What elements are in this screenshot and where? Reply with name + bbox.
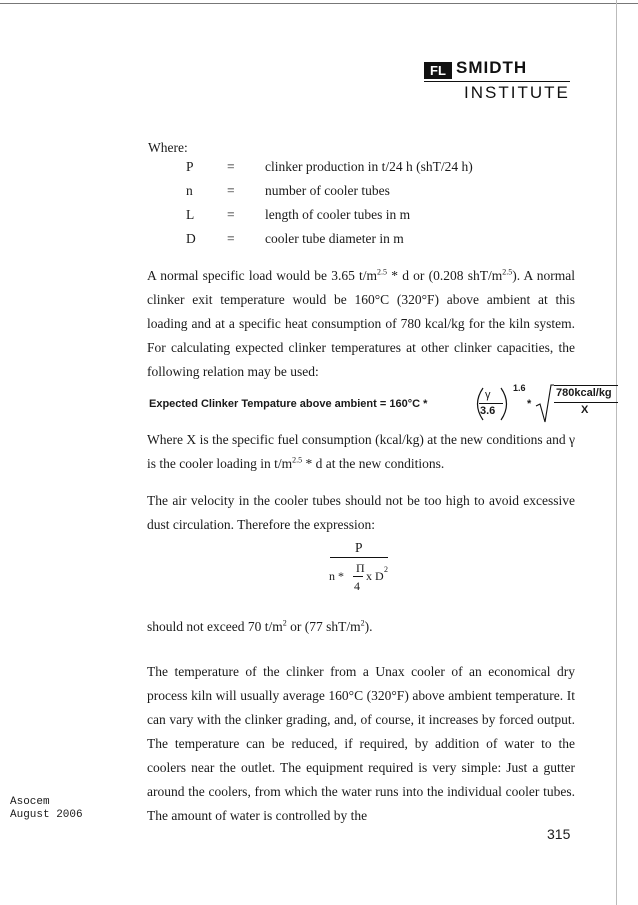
formula-denominator: X [581, 404, 589, 416]
top-border-line [0, 3, 638, 4]
formula-n: n * [329, 569, 344, 583]
formula-numerator: 780kcal/kg [556, 387, 612, 399]
footer-date: August 2006 [10, 809, 83, 821]
definition-symbol: P [186, 159, 194, 174]
paragraph-unax-cooler: The temperature of the clinker from a Unax cooler of an economical dry process kiln will usually average 160°C (320°F) above ambient temperature. It can vary with the clinker grading, and, of course, it increases by forced output. The temperature can be reduced, if required, by addition of water to the coolers near the outlet. The equipment required is very simple: Just a gutter around the coolers, from which the water runs into the individual cooler tubes. The amount of water is controlled by the [147, 664, 575, 823]
paragraph-where-x: Where X is the specific fuel consumption (kcal/kg) at the new conditions and γ is the cooler loading in $t/m^{2.5}$ * d at the new conditions. [147, 432, 575, 471]
paragraph-specific-load: A normal specific load would be 3.65 $t/m^{2.5}$ * d or (0.208 shT/$m^{2.5}$). A normal clinker exit temperature would be 160°C (320°F) above ambient at this loading and at a specific heat consumption of 780 kcal/kg for the kiln system. For calculating expected clinker temperatures at other clinker capacities, the following relation may be used: [147, 267, 575, 379]
definition-equals: = [227, 207, 235, 222]
formula-xd: x D [366, 569, 384, 583]
formula-sqrt-fraction-bar [554, 402, 618, 403]
definition-symbol: L [186, 207, 195, 222]
paragraph-air-velocity: The air velocity in the cooler tubes should not be too high to avoid excessive dust circulation. Therefore the expression: [147, 493, 575, 532]
logo-rule [424, 81, 570, 82]
logo-word: SMIDTH [456, 58, 528, 77]
formula-four: 4 [354, 579, 360, 593]
logo-box: FL [424, 62, 452, 79]
definition-equals: = [227, 183, 235, 198]
flsmidth-logo [424, 57, 570, 103]
formula-pi-bar [353, 576, 363, 577]
formula-divisor: 3.6 [480, 405, 496, 417]
where-label: Where: [148, 140, 188, 155]
definition-equals: = [227, 231, 235, 246]
paragraph-limit: should not exceed 70 $t/m^2$ or (77 shT/$m^2$). [147, 618, 373, 634]
definition-desc: number of cooler tubes [265, 183, 390, 198]
definition-symbol: n [186, 183, 193, 198]
definition-symbol: D [186, 231, 196, 246]
definition-desc: clinker production in t/24 h (shT/24 h) [265, 159, 473, 174]
formula-main-bar [330, 557, 388, 558]
definition-desc: cooler tube diameter in m [265, 231, 404, 246]
logo-institute: INSTITUTE [464, 83, 570, 102]
footer-org: Asocem [10, 796, 50, 808]
definition-desc: length of cooler tubes in m [265, 207, 411, 222]
right-paren [499, 386, 513, 422]
formula-p: P [355, 540, 363, 555]
formula-pi: Π [356, 561, 365, 575]
formula-squared: 2 [384, 565, 388, 574]
sqrt-bar [554, 385, 618, 386]
formula-label: Expected Clinker Tempature above ambient = 160°C * [149, 398, 428, 410]
page-number: 315 [547, 826, 571, 842]
sqrt-symbol [534, 384, 554, 424]
formula-exponent: 1.6 [513, 383, 526, 393]
clinker-temperature-formula [149, 383, 612, 424]
definition-equals: = [227, 159, 235, 174]
formula-times: * [527, 398, 532, 410]
right-border-line [616, 0, 617, 905]
formula-gamma: γ [485, 389, 491, 401]
